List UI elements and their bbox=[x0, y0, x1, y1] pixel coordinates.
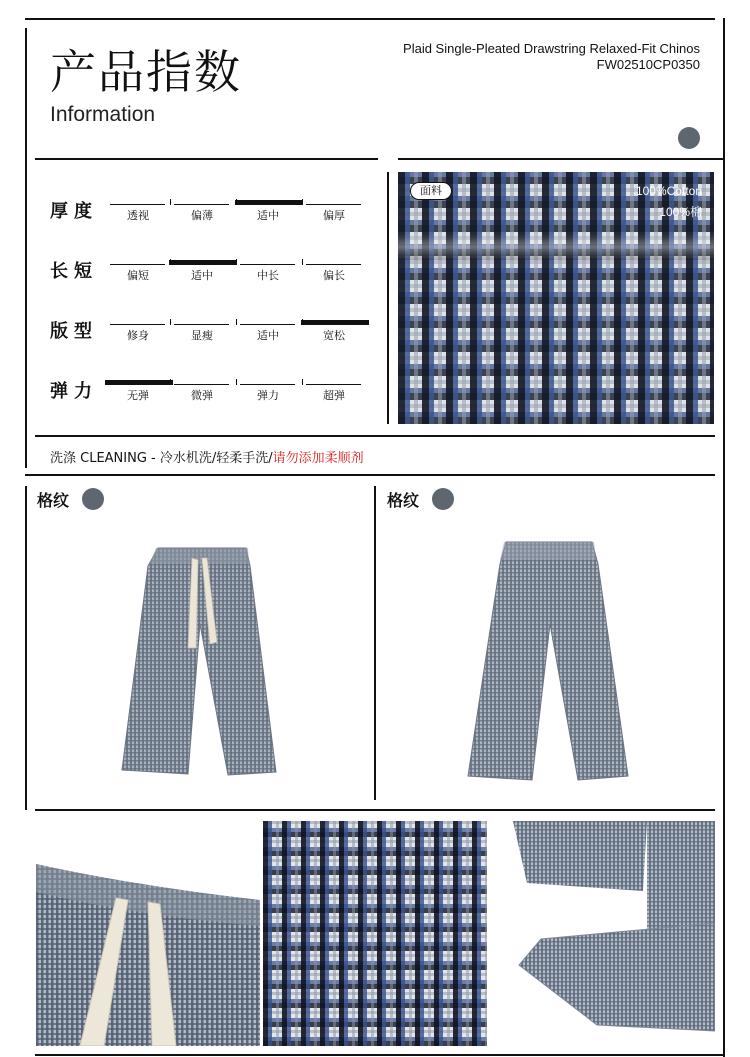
index-tick bbox=[170, 319, 171, 325]
index-tick bbox=[236, 259, 237, 265]
index-segment bbox=[240, 264, 295, 265]
fabric-badge: 面料 bbox=[410, 182, 452, 200]
index-tick bbox=[236, 319, 237, 325]
index-option-label: 修身 bbox=[127, 329, 149, 342]
index-option-label: 无弹 bbox=[127, 389, 149, 402]
index-tick bbox=[302, 379, 303, 385]
bottom-line bbox=[35, 1054, 725, 1056]
variant-dot-1 bbox=[82, 488, 104, 510]
index-option-label: 中长 bbox=[257, 269, 279, 282]
index-row-label: 长短 bbox=[50, 261, 98, 282]
fabric-composition-cn: 100%棉 bbox=[659, 205, 702, 219]
index-segment-selected bbox=[169, 260, 237, 265]
index-option-label: 偏薄 bbox=[191, 209, 213, 222]
index-divider-right bbox=[398, 158, 723, 160]
index-tick bbox=[170, 199, 171, 205]
cleaning-warning: 请勿添加柔顺剂 bbox=[272, 451, 364, 466]
details-top-line bbox=[35, 809, 715, 811]
index-tick bbox=[236, 379, 237, 385]
pants-front-image bbox=[118, 544, 278, 778]
index-divider-left bbox=[35, 158, 378, 160]
index-segment bbox=[174, 384, 229, 385]
index-segment bbox=[110, 324, 165, 325]
index-segment bbox=[306, 204, 361, 205]
index-row-label: 厚度 bbox=[50, 201, 98, 222]
index-row-label: 版型 bbox=[50, 321, 98, 342]
index-option-label: 透视 bbox=[127, 209, 149, 222]
fabric-composition-en: 100%Cotton bbox=[635, 184, 702, 198]
color-swatch-dot bbox=[678, 127, 700, 149]
index-segment bbox=[110, 204, 165, 205]
variants-left-border bbox=[25, 486, 27, 810]
index-segment bbox=[174, 324, 229, 325]
index-option-label: 偏长 bbox=[323, 269, 345, 282]
detail-waistband-image bbox=[36, 828, 260, 1046]
index-option-label: 适中 bbox=[191, 269, 213, 282]
right-border bbox=[723, 18, 725, 1057]
index-option-label: 微弹 bbox=[191, 389, 213, 402]
index-segment-selected bbox=[105, 380, 173, 385]
index-tick bbox=[170, 379, 171, 385]
detail-hem-image bbox=[497, 821, 715, 1046]
page-subtitle: Information bbox=[50, 103, 156, 126]
index-row-label: 弹力 bbox=[50, 381, 98, 402]
index-segment bbox=[240, 324, 295, 325]
detail-fabric-image bbox=[263, 821, 487, 1046]
index-vertical-divider bbox=[387, 172, 389, 424]
product-code: FW02510CP0350 bbox=[596, 57, 700, 72]
index-option-label: 显瘦 bbox=[191, 329, 213, 342]
index-option-label: 适中 bbox=[257, 329, 279, 342]
cleaning-bottom-line bbox=[25, 474, 715, 476]
top-border bbox=[25, 18, 715, 20]
index-option-label: 弹力 bbox=[257, 389, 279, 402]
index-segment-selected bbox=[235, 200, 303, 205]
index-segment-selected bbox=[301, 320, 369, 325]
pants-back-image bbox=[466, 540, 632, 784]
index-option-label: 偏短 bbox=[127, 269, 149, 282]
product-name: Plaid Single-Pleated Drawstring Relaxed-Fit Chinos bbox=[403, 41, 700, 56]
index-segment bbox=[240, 384, 295, 385]
cleaning-top-line bbox=[35, 435, 715, 437]
product-info bbox=[403, 41, 700, 73]
index-tick bbox=[302, 259, 303, 265]
variant-dot-2 bbox=[432, 488, 454, 510]
cleaning-text: 洗涤 CLEANING - 冷水机洗/轻柔手洗/ bbox=[50, 451, 273, 466]
variant-label-1: 格纹 bbox=[37, 491, 70, 510]
index-tick bbox=[170, 259, 171, 265]
index-segment bbox=[306, 264, 361, 265]
index-tick bbox=[302, 199, 303, 205]
index-option-label: 适中 bbox=[257, 209, 279, 222]
index-segment bbox=[174, 204, 229, 205]
index-segment bbox=[306, 384, 361, 385]
cleaning-instructions bbox=[50, 447, 364, 466]
index-tick bbox=[236, 199, 237, 205]
variant-label-2: 格纹 bbox=[387, 491, 420, 510]
left-border bbox=[25, 28, 27, 468]
index-option-label: 宽松 bbox=[323, 329, 345, 342]
index-option-label: 偏厚 bbox=[323, 209, 345, 222]
index-segment bbox=[110, 264, 165, 265]
page-title: 产品指数 bbox=[50, 45, 242, 99]
index-option-label: 超弹 bbox=[323, 389, 345, 402]
variants-divider bbox=[374, 486, 376, 800]
index-tick bbox=[302, 319, 303, 325]
